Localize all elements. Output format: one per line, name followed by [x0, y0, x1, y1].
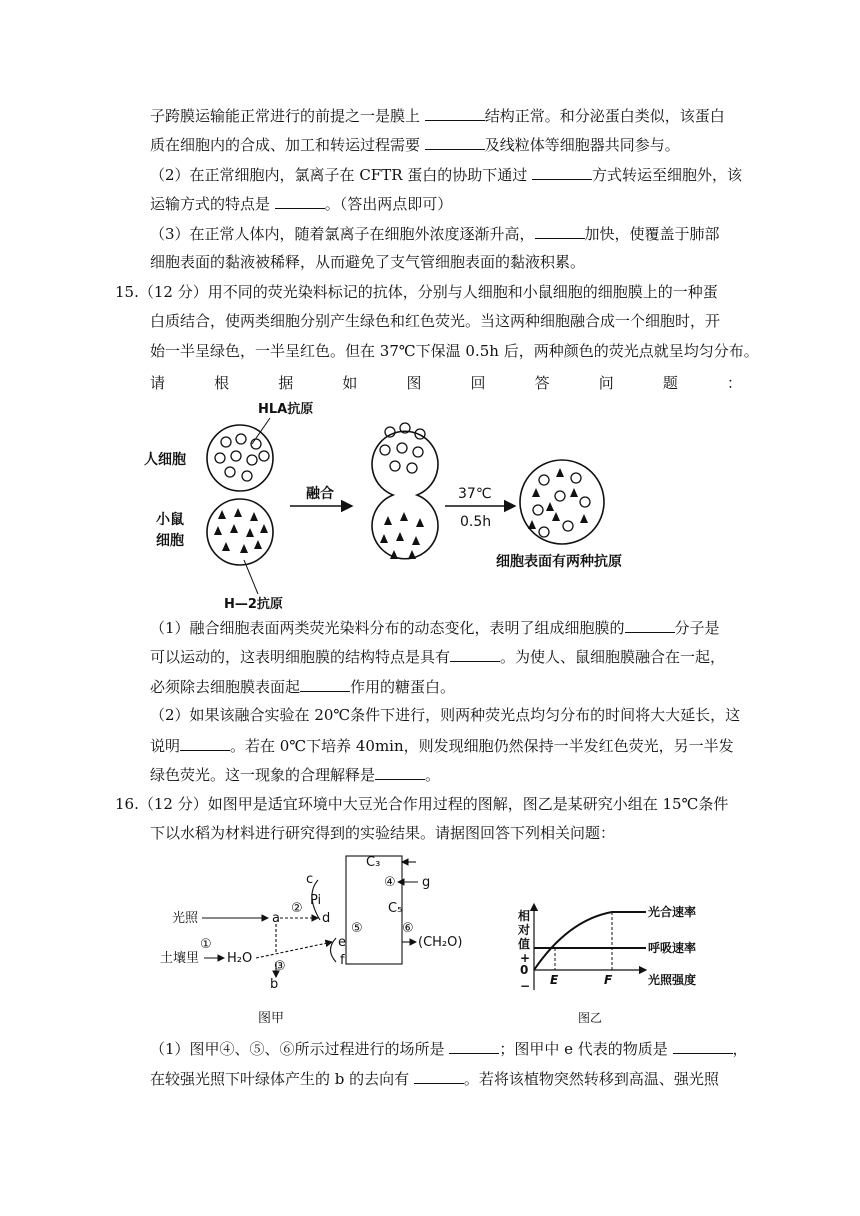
question-16-stem: 16.（12 分）如图甲是适宜环境中大豆光合作用过程的图解，图乙是某研究小组在 15℃条件 — [115, 795, 729, 813]
label-d: d — [322, 911, 331, 926]
answer-blank[interactable] — [449, 1038, 499, 1054]
f-tick: F — [604, 973, 613, 987]
answer-blank[interactable] — [425, 105, 485, 121]
caption-jia: 图甲 — [258, 1011, 285, 1026]
zero-label: 0 — [520, 963, 529, 977]
mouse-label-2: 细胞 — [156, 533, 184, 549]
h2-antigens — [214, 508, 268, 553]
answer-blank[interactable] — [425, 134, 485, 150]
h2o-label: H₂O — [227, 951, 253, 966]
plus-label: + — [520, 951, 531, 965]
label-a: a — [272, 911, 280, 926]
mouse-label-1: 小鼠 — [156, 512, 184, 528]
fused-hla-antigens — [380, 423, 425, 473]
label-n5: ⑤ — [351, 921, 363, 936]
spread-line: 请 根 据 如 图 回 答 问 题 ： — [150, 374, 742, 392]
label-n1: ① — [200, 937, 212, 952]
label-b: b — [270, 977, 279, 992]
caption-yi: 图乙 — [578, 1011, 603, 1025]
label-n6: ⑥ — [402, 921, 414, 936]
answer-blank[interactable] — [275, 193, 325, 209]
ch2o-label: (CH₂O) — [418, 935, 463, 950]
rate-chart — [508, 862, 728, 1028]
c5-label: C₅ — [388, 901, 403, 916]
text-line: 运输方式的特点是 。（答出两点即可） — [150, 195, 453, 213]
label-e: e — [338, 935, 346, 950]
label-n2: ② — [291, 901, 303, 916]
text-line: （2）在正常细胞内，氯离子在 CFTR 蛋白的协助下通过 方式转运至细胞外，该 — [150, 166, 743, 184]
fusion-label: 融合 — [306, 486, 334, 502]
answer-blank[interactable] — [450, 646, 500, 662]
h2-label: H—2抗原 — [224, 597, 283, 610]
answer-blank[interactable] — [625, 617, 675, 633]
text-line: 子跨膜运输能正常进行的前提之一是膜上 结构正常。和分泌蛋白类似，该蛋白 — [150, 107, 725, 125]
photo-rate-curve — [534, 912, 646, 970]
answer-blank[interactable] — [535, 223, 585, 239]
h2-pointer — [244, 560, 258, 594]
answer-blank[interactable] — [375, 764, 425, 780]
text-line: 必须除去细胞膜表面起 作用的糖蛋白。 — [150, 678, 456, 696]
label-n3: ③ — [274, 959, 286, 974]
text-line: 在较强光照下叶绿体产生的 b 的去向有 。若将该植物突然转移到高温、强光照 — [150, 1070, 719, 1088]
pi-label: Pi — [310, 893, 322, 908]
ylabel-2: 对 — [518, 923, 531, 937]
text-line: 白质结合，使两类细胞分别产生绿色和红色荧光。当这两种细胞融合成一个细胞时，开 — [150, 312, 721, 330]
light-label: 光照 — [172, 911, 199, 926]
answer-blank[interactable] — [673, 1038, 733, 1054]
answer-blank[interactable] — [300, 676, 350, 692]
mixed-cell-caption: 细胞表面有两种抗原 — [496, 554, 622, 570]
hla-label: HLA抗原 — [258, 402, 314, 417]
time-label: 0.5h — [460, 514, 492, 530]
mixed-h2-antigens — [528, 468, 588, 529]
text-line: （3）在正常人体内，随着氯离子在细胞外浓度逐渐升高， 加快，使覆盖于肺部 — [150, 225, 720, 243]
ylabel-1: 相 — [518, 909, 531, 923]
fused-h2-antigens — [380, 512, 424, 559]
question-15-stem: 15.（12 分）用不同的荧光染料标记的抗体，分别与人细胞和小鼠细胞的细胞膜上的一种蛋 — [115, 283, 718, 301]
water-to-e-arrow — [256, 942, 332, 958]
minus-label: − — [520, 979, 531, 993]
label-n4: ④ — [384, 875, 396, 890]
text-line: 质在细胞内的合成、加工和转运过程需要 及线粒体等细胞器共同参与。 — [150, 136, 680, 154]
text-line: 细胞表面的黏液被稀释，从而避免了支气管细胞表面的黏液积累。 — [150, 253, 586, 271]
c3-label: C₃ — [366, 855, 381, 870]
xlabel: 光照强度 — [648, 973, 697, 987]
answer-blank[interactable] — [414, 1068, 464, 1084]
resp-rate-label: 呼吸速率 — [648, 941, 697, 955]
text-line: 始一半呈绿色，一半呈红色。但在 37℃下保温 0.5h 后，两种颜色的荧光点就呈均匀分布。 — [150, 342, 759, 360]
text-line: 下以水稻为材料进行研究得到的实验结果。请据图回答下列相关问题： — [150, 824, 616, 842]
answer-blank[interactable] — [180, 735, 230, 751]
human-cell-label: 人细胞 — [144, 452, 186, 468]
ylabel-3: 值 — [518, 937, 531, 951]
e-tick: E — [550, 973, 559, 987]
text-line: 可以运动的，这表明细胞膜的结构特点是具有 。为使人、鼠细胞膜融合在一起， — [150, 648, 726, 666]
mixed-hla-antigens — [533, 473, 590, 537]
soil-label: 土壤里 — [160, 951, 200, 966]
hla-antigens — [215, 434, 269, 481]
temperature-label: 37℃ — [458, 486, 492, 502]
label-g: g — [422, 875, 431, 890]
label-c: c — [306, 872, 314, 887]
text-line: 说明 。若在 0℃下培养 40min，则发现细胞仍然保持一半发红色荧光，另一半发 — [150, 737, 734, 755]
text-line: （2）如果该融合实验在 20℃条件下进行，则两种荧光点均匀分布的时间将大大延长，这 — [150, 706, 741, 724]
text-line: 绿色荧光。这一现象的合理解释是 。 — [150, 766, 441, 784]
cell-fusion-figure — [140, 398, 660, 610]
text-line: （1）融合细胞表面两类荧光染料分布的动态变化，表明了组成细胞膜的 分子是 — [150, 619, 720, 637]
label-f: f — [340, 953, 345, 968]
text-line: （1）图甲④、⑤、⑥所示过程进行的场所是 ；图甲中 e 代表的物质是 ， — [150, 1040, 748, 1058]
photo-rate-label: 光合速率 — [648, 905, 697, 919]
photosynthesis-diagram — [160, 850, 490, 1028]
answer-blank[interactable] — [532, 164, 592, 180]
